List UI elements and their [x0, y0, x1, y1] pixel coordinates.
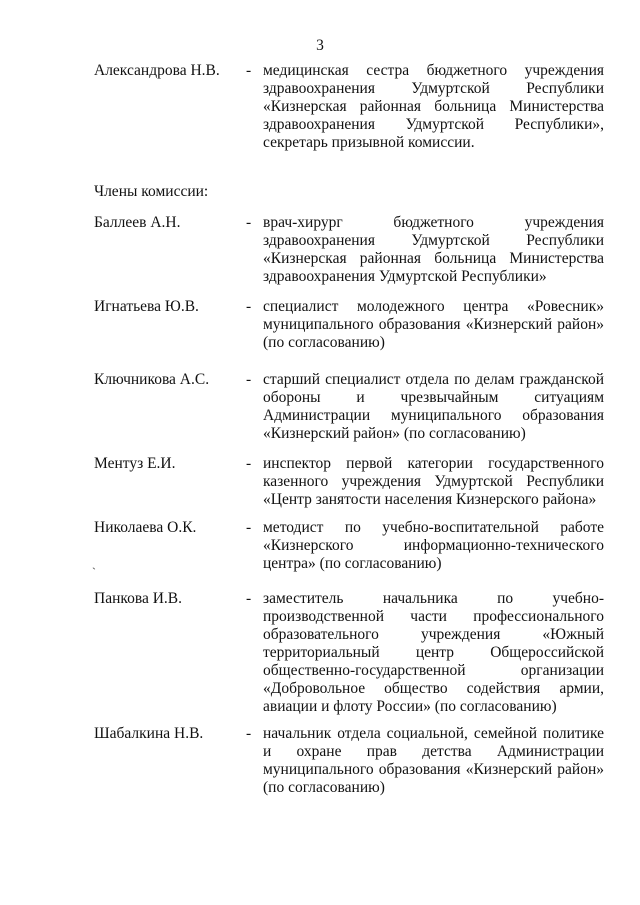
member-name: Панкова И.В.: [94, 590, 183, 607]
member-name: Шабалкина Н.В.: [94, 725, 204, 742]
member-name: Николаева О.К.: [94, 519, 197, 536]
dash: -: [246, 519, 252, 536]
member-name: Игнатьева Ю.В.: [94, 298, 199, 315]
dash: -: [246, 590, 252, 607]
member-description: врач-хирург бюджетного учреждения здравоохранения Удмуртской Республики «Кизнерская районная больница Министерства здравоохранения Удмуртской Республики»: [263, 214, 604, 285]
dash: -: [246, 298, 252, 315]
dash: -: [246, 62, 252, 79]
member-name: Баллеев А.Н.: [94, 214, 181, 231]
member-description: инспектор первой категории государственного казенного учреждения Удмуртской Республики «Центр занятости населения Кизнерского района»: [263, 455, 604, 508]
member-description: начальник отдела социальной, семейной политике и охране прав детства Администрации муниципального образования «Кизнерский район» (по согласованию): [263, 725, 604, 796]
member-description: заместитель начальника по учебно-производственной части профессионального образовательного учреждения «Южный территориальный центр Общероссийской общественно-государственной организации «Добровольное общество содействия армии, авиации и флоту России» (по согласованию): [263, 590, 604, 715]
member-description: методист по учебно-воспитательной работе «Кизнерского информационно-технического центра» (по согласованию): [263, 519, 604, 572]
members-label: Члены комиссии:: [94, 183, 209, 200]
member-description: специалист молодежного центра «Ровесник» муниципального образования «Кизнерский район» (по согласованию): [263, 298, 604, 351]
dash: -: [246, 455, 252, 472]
member-name: Ключникова А.С.: [94, 371, 210, 388]
member-description: медицинская сестра бюджетного учреждения здравоохранения Удмуртской Республики «Кизнерская районная больница Министерства здравоохранения Удмуртской Республики», секретарь призывной комиссии.: [263, 62, 604, 151]
dash: -: [246, 725, 252, 742]
member-name: Ментуз Е.И.: [94, 455, 176, 472]
member-name: Александрова Н.В.: [94, 62, 220, 79]
page-number: 3: [316, 37, 324, 54]
member-description: старший специалист отдела по делам гражданской обороны и чрезвычайным ситуациям Администрации муниципального образования «Кизнерский район» (по согласованию): [263, 371, 604, 442]
dash: -: [246, 371, 252, 388]
stray-scan-mark: `: [92, 565, 96, 579]
dash: -: [246, 214, 252, 231]
